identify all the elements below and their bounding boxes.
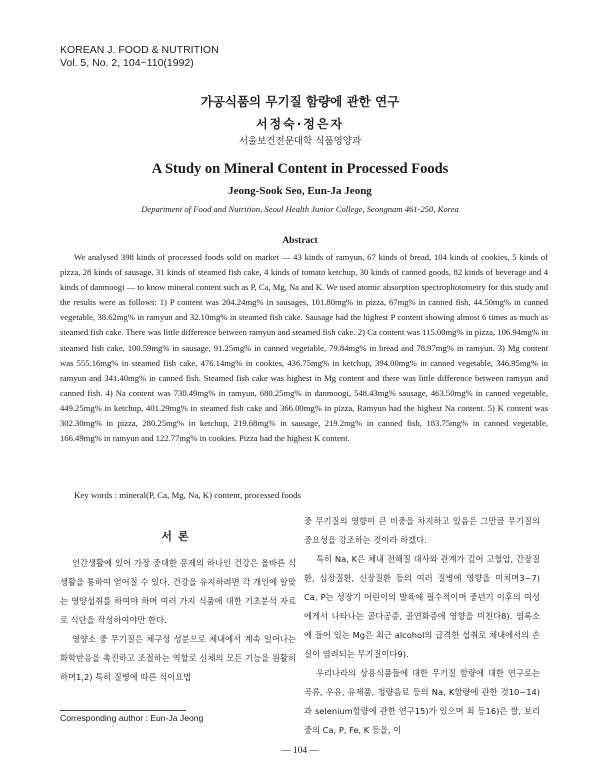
paragraph: 영양소 중 무기질은 체구성 성분으로 체내에서 계속 일어나는 화학반응을 촉진하고 조절하는 역할로 신체의 모든 기능을 원활히 하며1,2) 특히 질병에 따른 식이요법 bbox=[60, 634, 296, 682]
left-column bbox=[60, 554, 296, 687]
footnote-divider bbox=[60, 710, 186, 711]
journal-name: KOREAN J. FOOD & NUTRITION bbox=[60, 44, 219, 56]
paragraph: 중 무기질의 영향이 큰 비중을 차지하고 있음은 그만큼 무기질의 중요성을 강조하는 것이라 하겠다. bbox=[304, 516, 540, 545]
journal-volume: Vol. 5, No. 2, 104~110(1992) bbox=[60, 57, 194, 69]
abstract-heading: Abstract bbox=[282, 236, 318, 246]
section-heading: 서론 bbox=[161, 530, 195, 543]
keywords: Key words : mineral(P, Ca, Mg, Na, K) content, processed foods bbox=[74, 490, 301, 500]
journal-header bbox=[60, 44, 219, 70]
korean-affiliation: 서울보건전문대학 식품영양과 bbox=[238, 136, 362, 147]
english-title: A Study on Mineral Content in Processed Foods bbox=[151, 161, 449, 177]
paragraph: 특히 Na, K은 체내 전해질 대사와 관계가 깊어 고혈압, 간장질환, 심장질환, 신장질환 등의 여러 질병에 영향을 미치며3~7) Ca, P는 성장기 어린이의 발육에 필수적이며 중년기 이후의 여성에게서 나타나는 골다공증, 골연화증에 영향을 미친다8). 염록소에 들어 있는 Mg은 최근 alcohol의 급격한 섭취로 체내에서의 손실이 염려되는 무기질이다9). bbox=[304, 554, 540, 659]
right-column bbox=[304, 512, 540, 740]
page-number: — 104 — bbox=[281, 746, 319, 756]
footnote: Corresponding author : Eun-Ja Jeong bbox=[60, 713, 204, 723]
abstract-text: We analysed 398 kinds of processed foods sold on market — 43 kinds of ramyun, 67 kinds of bread, 104 kinds of cookies, 5 kinds of pizza, 28 kinds of sausage, 31 kinds of steamed fish cake, 4 kinds of tomato ketchup, 30 kinds of canned goods, 82 kinds of beverage and 4 kinds of danmoogi — to know mineral content such as P, Ca, Mg, Na and K. We used atomic absorption spectrophotometry for this study and the results were as follows: 1) P content was 204.24mg% in sausages, 101.80mg% in pizza, 67mg% in canned fish, 44.50mg% in canned vegetable, 38.62mg% in ramyun and 32.10mg% in steamed fish cake. Sausage had the highest P content showing almost 6 times as much as steamed fish cake. There was little difference between ramyun and steamed fish cake. 2) Ca content was 115.00mg% in pizza, 106.94mg% in steamed fish cake, 100.59mg% in sausage, 91.25mg% in canned vegetable, 79.84mg% in bread and 78.97mg% in ramyun. 3) Mg content was 555.16mg% in steamed fish cake, 476.14mg% in cookies, 436.75mg% in ketchup, 394.00mg% in canned vegetable, 346.95mg% in ramyun and 341.40mg% in canned fish. Steamed fish cake was highest in Mg content and there was little difference between ramyun and canned fish. 4) Na content was 730.49mg% in ramyun, 680.25mg% in danmoogi, 548.43mg% sausage, 463.50mg% in canned vegetable, 449.25mg% in ketchup, 401.29mg% in steamed fish cake and 366.00mg% in pizza, Ramyun had the highest Na content. 5) K content was 302.30mg% in pizza, 280.25mg% in ketchup, 219.68mg% in sausage, 219.2mg% in canned fish, 183.75mg% in canned vegetable, 166.49mg% in ramyun and 122.77mg% in cookies. Pizza had the highest K content. bbox=[60, 252, 548, 444]
korean-authors: 서정숙·정은자 bbox=[255, 117, 345, 131]
paragraph: 인간생활에 있어 가장 중대한 문제의 하나인 건강은 올바른 식생활을 통하여 얻어질 수 있다. 건강을 유지하려면 각 개인에 알맞는 영양섭취를 하여야 하며 여러 가지 식품에 대한 기초분석 자료로 식단을 작성하여야만 한다. bbox=[60, 558, 296, 625]
paragraph: 우리나라의 상용식품들에 대한 무기질 함량에 대한 연구로는 곡류, 우유, 유제품, 청량음료 등의 Na, K함량에 관한 것10~14)과 selenium함량에 관한 연구15)가 있으며 최 등16)은 쌀, 보리 중의 Ca, P, Fe, K 등을, 이 bbox=[304, 668, 540, 735]
english-affiliation: Department of Food and Nutrition, Seoul Health Junior College, Seongnam 461-250, Korea bbox=[141, 204, 459, 214]
english-authors: Jeong-Sook Seo, Eun-Ja Jeong bbox=[228, 185, 372, 197]
korean-title: 가공식품의 무기질 함량에 관한 연구 bbox=[200, 94, 400, 109]
